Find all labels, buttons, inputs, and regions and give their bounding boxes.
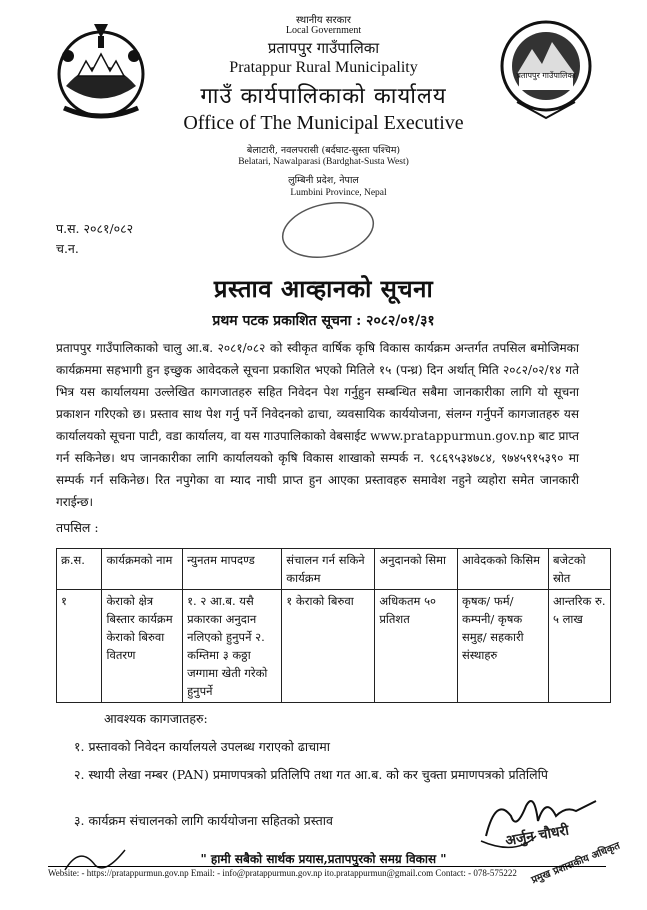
footer-divider <box>48 866 606 867</box>
table-header: कार्यक्रमको नाम <box>102 549 183 590</box>
table-header: संचालन गर्न सकिने कार्यक्रम <box>282 549 375 590</box>
table-cell: १ <box>57 590 102 703</box>
table-header: अनुदानको सिमा <box>375 549 458 590</box>
requirements-heading: आवश्यक कागजातहरु: <box>104 711 208 726</box>
notice-title: प्रस्ताव आव्हानको सूचना <box>213 274 434 303</box>
table-cell: केराको क्षेत्र बिस्तार कार्यक्रम केराको बिरुवा वितरण <box>102 590 183 703</box>
table-header: क्र.स. <box>57 549 102 590</box>
table-cell: १. २ आ.ब. यसै प्रकारका अनुदान नलिएको हुनुपर्ने २. कम्तिमा ३ कठ्ठा जग्गामा खेती गरेको हुनुपर्ने <box>183 590 282 703</box>
gov-np: स्थानीय सरकार <box>296 15 351 26</box>
table-row <box>57 590 611 703</box>
table-cell: कृषक/ फर्म/ कम्पनी/ कृषक समुह/ सहकारी संस्थाहरु <box>457 590 548 703</box>
notice-body: प्रतापपुर गाउँपालिकाको चालु आ.ब. २०८१/०८२ को स्वीकृत वार्षिक कृषि विकास कार्यक्रम अन्तर्गत तपसिल बमोजिमका कार्यक्रममा सहभागी हुन इच्छुक आवेदकले सूचना प्रकाशित भएको मितिले १५ (पन्ध्र) दिन अर्थात् मिति २०८२/०२/१४ गते भित्र यस कार्यालयमा उल्लेखित कागजातहरु सहित निवेदन पेश गर्नुहुन सम्बन्धित सबैमा जानकारीका लागि यो सूचना प्रकाशन गरिएको छ। प्रस्ताव साथ पेश गर्नु पर्ने निवेदनको ढाचा, व्यवसायिक कार्ययोजना, संलग्न गर्नुपर्ने कागजातहरु यस कार्यालयको सूचना पाटी, वडा कार्यालय, वा यस गाउपालिकाको वेबसाईट www.pratappurmun.gov.np बाट प्राप्त गर्न सकिनेछ। थप जानकारीका लागि कार्यालयको कृषि विकास शाखाको सम्पर्क न. ९८६९५३४७८४, ९७४५९१५३९० मा सम्पर्क गर्न सकिनेछ। रित नपुगेका वा म्याद नाघी प्राप्त हुन आएका प्रस्तावहरु समावेश नहुने व्यहोरा समेत जानकारी गराईन्छ। <box>56 341 579 509</box>
office-stamp-icon <box>278 200 378 260</box>
notice-subtitle: प्रथम पटक प्रकाशित सूचना : २०८२/०१/३१ <box>212 313 435 329</box>
table-cell: आन्तरिक रु. ५ लाख <box>548 590 610 703</box>
schedule-table <box>56 548 611 703</box>
logo-text: प्रतापपुर गाउँपालिका <box>516 71 576 80</box>
table-header: आवेदकको किसिम <box>457 549 548 590</box>
office-en: Office of The Municipal Executive <box>183 112 464 134</box>
dispatch-number: च.न. <box>56 241 79 256</box>
table-header-row <box>57 549 611 590</box>
table-cell: अधिकतम ५० प्रतिशत <box>375 590 458 703</box>
reference-number: प.स. २०८१/०८२ <box>56 221 134 236</box>
office-np: गाउँ कार्यपालिकाको कार्यालय <box>200 84 447 109</box>
slogan: " हामी सबैको सार्थक प्रयास,प्रतापपुरको समग्र विकास " <box>200 852 447 866</box>
requirement-item: १. प्रस्तावको निवेदन कार्यालयले उपलब्ध गराएको ढाचामा <box>74 739 331 754</box>
province-np: लुम्बिनी प्रदेश, नेपाल <box>288 175 359 186</box>
requirement-item: २. स्थायी लेखा नम्बर (PAN) प्रमाणपत्रको प्रतिलिपि तथा गत आ.ब. को कर चुक्ता प्रमाणपत्रको प्रतिलिपि <box>74 767 548 782</box>
address-np: बेलाटारी, नवलपरासी (बर्दघाट-सुस्ता पश्चिम) <box>246 145 401 156</box>
province-en: Lumbini Province, Nepal <box>290 188 387 198</box>
signatory-name: अर्जुन चौधरी <box>504 822 571 850</box>
table-cell: १ केराको बिरुवा <box>282 590 375 703</box>
footer-contact: Website: - https://pratappurmun.gov.np Email: - info@pratappurmun.gov.np ito.pratappurmun@gmail.com Contact: - 078-575222 <box>48 868 517 878</box>
address-en: Belatari, Nawalparasi (Bardghat-Susta West) <box>238 157 409 167</box>
requirement-item: ३. कार्यक्रम संचालनको लागि कार्ययोजना सहितको प्रस्ताव <box>74 813 333 828</box>
table-header: बजेटको स्रोत <box>548 549 610 590</box>
tapasil-label: तपसिल : <box>56 520 99 535</box>
gov-en: Local Government <box>285 25 362 36</box>
signatory-title: प्रमुख प्रशासकीय अधिकृत <box>529 840 622 887</box>
municipality-np: प्रतापपुर गाउँपालिका <box>267 39 380 57</box>
municipality-en: Pratappur Rural Municipality <box>229 59 418 76</box>
table-header: न्युनतम मापदण्ड <box>183 549 282 590</box>
